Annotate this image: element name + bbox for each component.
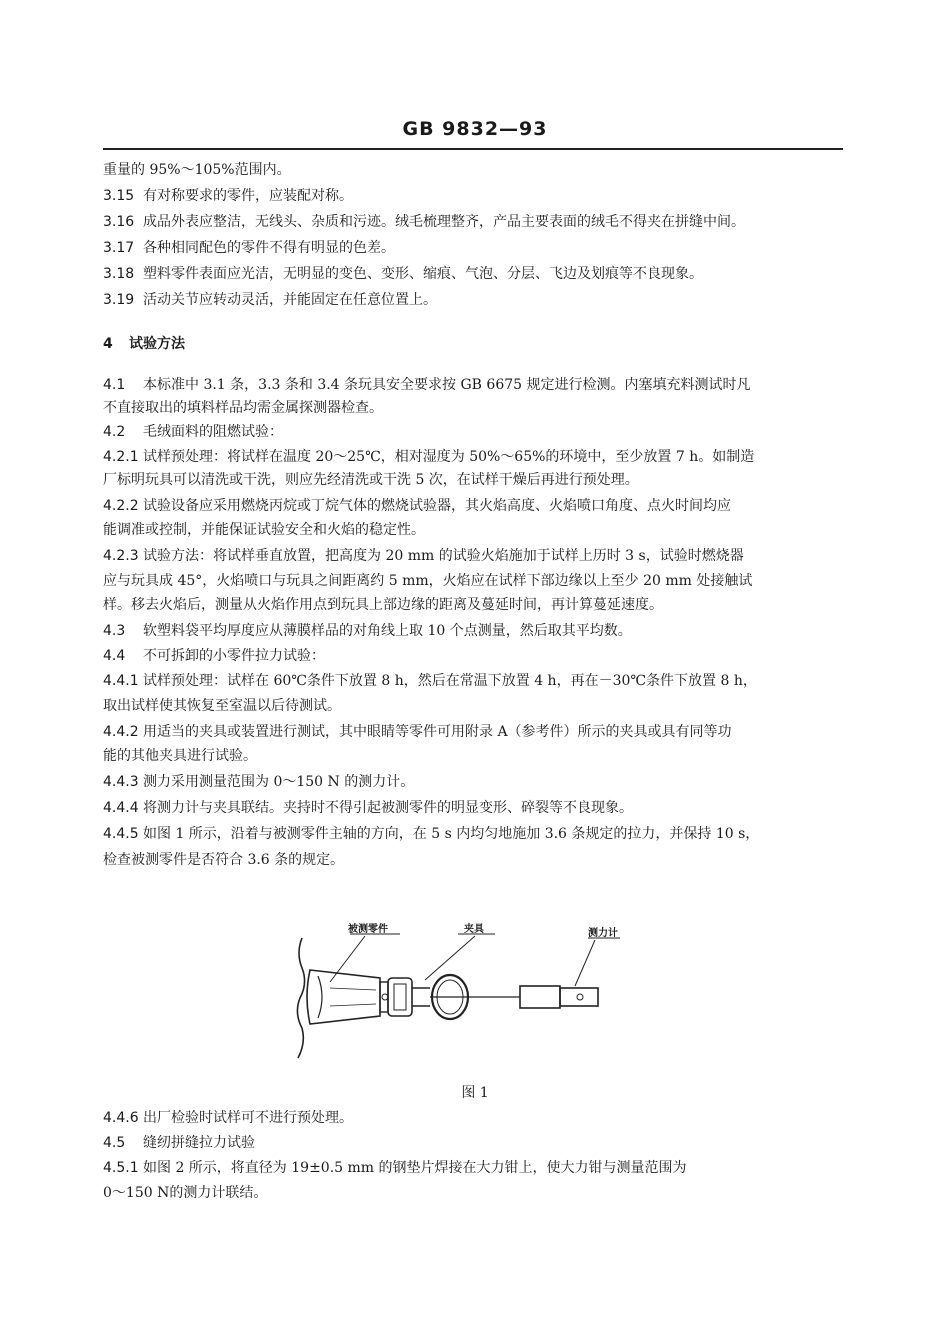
pull-test-diagram [290, 918, 620, 1063]
clause-4-2-1: 4.2.1 试样预处理：将试样在温度 20～25℃，相对湿度为 50%～65%的环境中，至少放置 7 h。如制造 [103, 449, 755, 465]
clause-4-5-1: 4.5.1 如图 2 所示，将直径为 19±0.5 mm 的钢垫片焊接在大力钳上，使大力钳与测量范围为 [103, 1160, 687, 1176]
label-clamp: 夹具 [464, 924, 484, 935]
clause-3-17: 3.17 各种相同配色的零件不得有明显的色差。 [103, 240, 395, 256]
clause-4-4-5: 4.4.5 如图 1 所示，沿着与被测零件主轴的方向，在 5 s 内均匀地施加 3.6 条规定的拉力，并保持 10 s， [103, 826, 760, 842]
text-line: 0～150 N的测力计联结。 [103, 1185, 268, 1201]
clause-3-16: 3.16 成品外表应整洁，无线头、杂质和污迹。绒毛梳理整齐，产品主要表面的绒毛不得夹在拼缝中间。 [103, 214, 745, 230]
text-line: 应与玩具成 45°，火焰喷口与玩具之间距离约 5 mm，火焰应在试样下部边缘以上至少 20 mm 处接触试 [103, 573, 753, 589]
figure-caption: 图 1 [461, 1085, 489, 1101]
clause-4-4-2: 4.4.2 用适当的夹具或装置进行测试，其中眼睛等零件可用附录 A（参考件）所示的夹具或具有同等功 [103, 724, 732, 740]
text-line: 取出试样使其恢复至室温以后待测试。 [103, 698, 341, 714]
clause-4-3: 4.3 软塑料袋平均厚度应从薄膜样品的对角线上取 10 个点测量，然后取其平均数。 [103, 623, 632, 639]
clause-4-4: 4.4 不可拆卸的小零件拉力试验： [103, 648, 325, 664]
text-line: 能的其他夹具进行试验。 [103, 748, 257, 764]
text-line: 厂标明玩具可以清洗或干洗，则应先经清洗或干洗 5 次，在试样干燥后再进行预处理。 [103, 472, 639, 488]
clause-4-4-1: 4.4.1 试样预处理：试样在 60℃条件下放置 8 h，然后在常温下放置 4 h，再在－30℃条件下放置 8 h， [103, 673, 757, 689]
clause-3-15: 3.15 有对称要求的零件，应装配对称。 [103, 188, 353, 204]
clause-4-2: 4.2 毛绒面料的阻燃试验： [103, 424, 283, 440]
clause-4-1: 4.1 本标准中 3.1 条，3.3 条和 3.4 条玩具安全要求按 GB 6675 规定进行检测。内塞填充料测试时凡 [103, 377, 751, 393]
header-rule [103, 148, 843, 150]
label-tested-part: 被测零件 [348, 924, 388, 935]
section-4-heading: 4 试验方法 [103, 336, 185, 352]
clause-3-18: 3.18 塑料零件表面应光洁，无明显的变色、变形、缩痕、气泡、分层、飞边及划痕等不良现象。 [103, 266, 703, 282]
text-line: 样。移去火焰后，测量从火焰作用点到玩具上部边缘的距离及蔓延时间，再计算蔓延速度。 [103, 597, 663, 613]
text-line: 不直接取出的填料样品均需金属探测器检查。 [103, 400, 383, 416]
label-force-gauge: 测力计 [588, 928, 618, 939]
clause-4-4-4: 4.4.4 将测力计与夹具联结。夹持时不得引起被测零件的明显变形、碎裂等不良现象。 [103, 800, 633, 816]
page-header: GB 9832—93 [402, 118, 548, 140]
text-line: 检查被测零件是否符合 3.6 条的规定。 [103, 852, 345, 868]
clause-4-5: 4.5 缝纫拼缝拉力试验 [103, 1135, 255, 1151]
clause-4-2-2: 4.2.2 试验设备应采用燃烧丙烷或丁烷气体的燃烧试验器，其火焰高度、火焰喷口角度、点火时间均应 [103, 498, 731, 514]
clause-4-4-3: 4.4.3 测力采用测量范围为 0～150 N 的测力计。 [103, 774, 415, 790]
text-line: 能调准或控制，并能保证试验安全和火焰的稳定性。 [103, 522, 425, 538]
clause-3-19: 3.19 活动关节应转动灵活，并能固定在任意位置上。 [103, 292, 437, 308]
clause-4-4-6: 4.4.6 出厂检验时试样可不进行预处理。 [103, 1110, 353, 1126]
text-line: 重量的 95%～105%范围内。 [103, 162, 291, 178]
figure-1 [290, 918, 620, 1063]
clause-4-2-3: 4.2.3 试验方法：将试样垂直放置，把高度为 20 mm 的试验火焰施加于试样上历时 3 s，试验时燃烧器 [103, 548, 744, 564]
